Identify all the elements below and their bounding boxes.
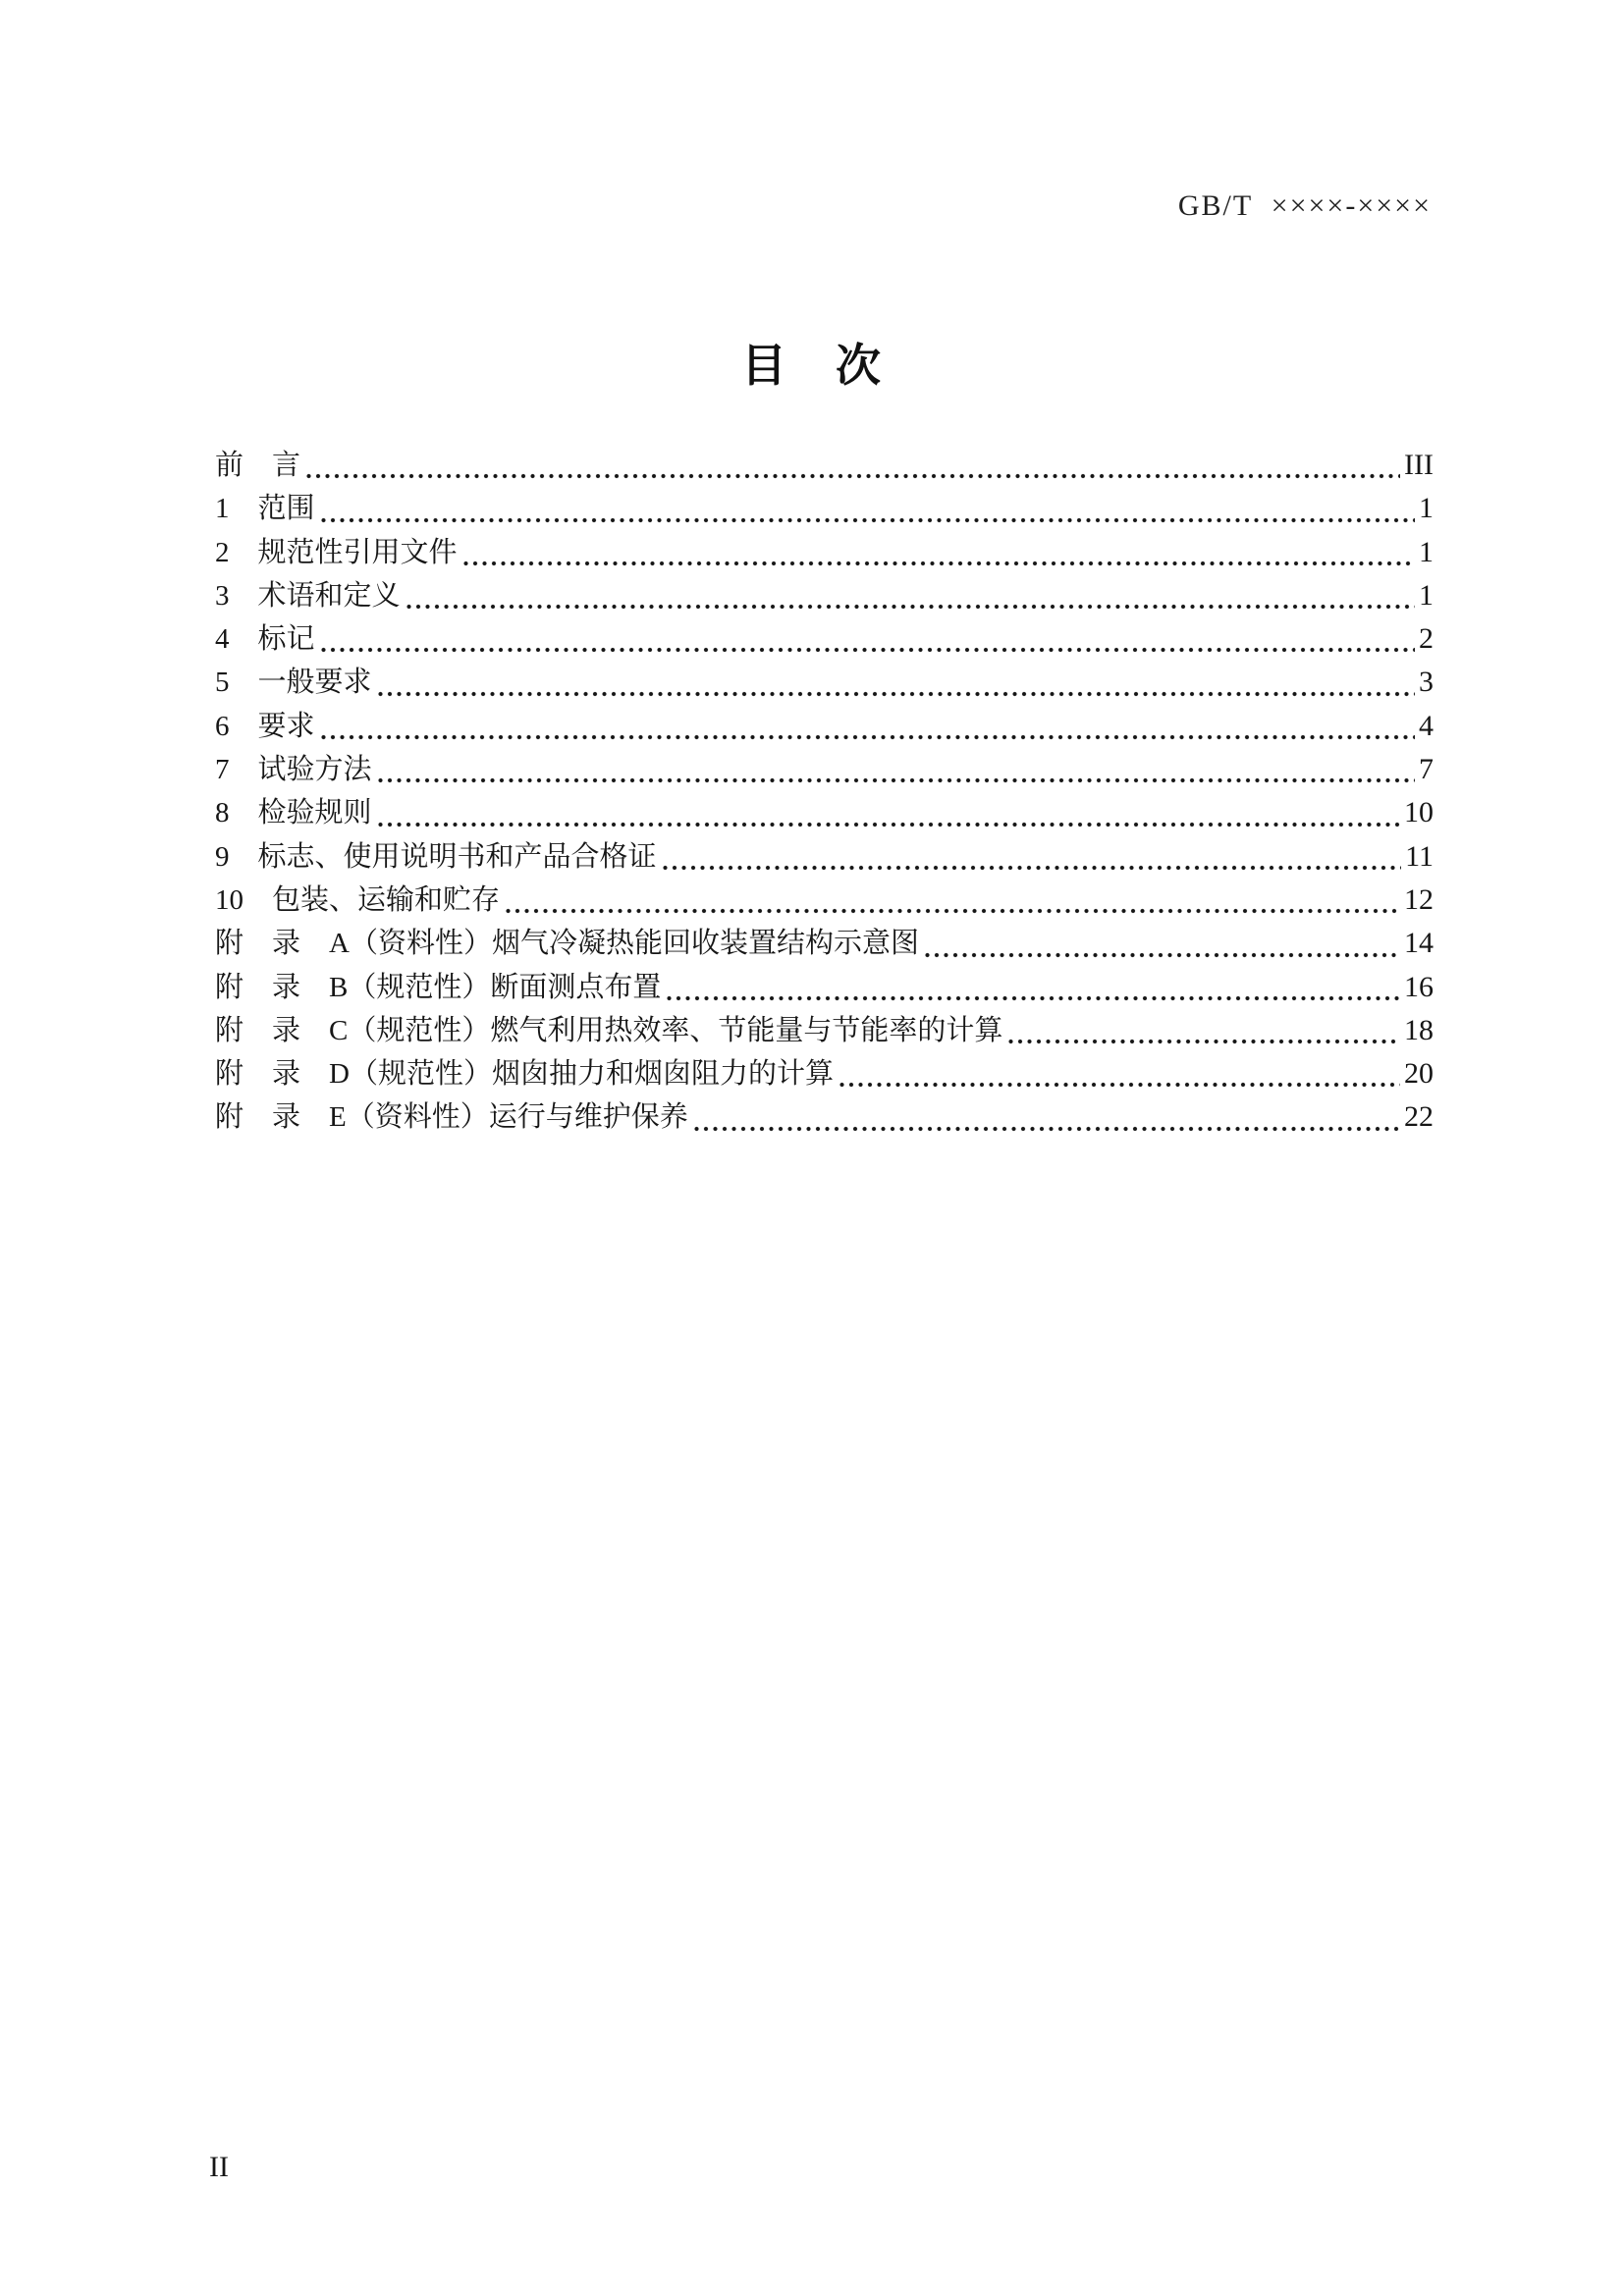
toc-dot-leader [506,908,1400,914]
table-of-contents [215,443,1434,1139]
toc-entry-label: 10 包装、运输和贮存 [215,883,501,916]
toc-entry-page: 10 [1404,796,1434,829]
toc-entry [215,486,1434,529]
toc-dot-leader [378,777,1415,783]
standard-number-header: GB/T ××××-×××× [1177,189,1432,222]
toc-entry [215,790,1434,833]
toc-entry [215,965,1434,1008]
toc-entry-page: 20 [1404,1057,1434,1091]
toc-entry [215,921,1434,964]
toc-dot-leader [378,822,1400,828]
toc-dot-leader [667,995,1400,1001]
toc-entry-page: 18 [1404,1013,1434,1046]
toc-entry-label: 前 言 [215,450,301,481]
toc-dot-leader [321,517,1415,523]
toc-entry-page: 16 [1404,970,1434,1003]
toc-entry [215,573,1434,616]
toc-entry-page: 4 [1419,709,1434,742]
toc-entry-page: 1 [1419,535,1434,568]
toc-entry-label: 8 检验规则 [215,797,372,829]
toc-entry-label: 7 试验方法 [215,754,372,786]
toc-entry-page: 1 [1419,578,1434,612]
toc-dot-leader [321,734,1415,740]
toc-entry [215,443,1434,486]
toc-entry [215,616,1434,660]
toc-entry-page: 2 [1419,622,1434,656]
toc-entry-label: 附 录 B（规范性）断面测点布置 [215,971,662,1003]
toc-entry-label: 5 一般要求 [215,667,372,699]
toc-entry-label: 3 术语和定义 [215,579,401,612]
toc-entry-page: 12 [1404,882,1434,916]
toc-entry-page: 14 [1404,927,1434,960]
toc-entry [215,530,1434,573]
toc-dot-leader [378,691,1415,697]
toc-entry-page: 1 [1419,492,1434,525]
page-title: 目 次 [741,340,883,391]
toc-entry-label: 1 范围 [215,493,315,525]
toc-entry [215,704,1434,747]
toc-entry-page: 7 [1419,753,1434,786]
toc-entry-page: 3 [1419,666,1434,699]
toc-entry-page: 22 [1404,1100,1434,1134]
toc-entry [215,747,1434,790]
toc-entry-label: 4 标记 [215,623,315,656]
toc-entry-label: 9 标志、使用说明书和产品合格证 [215,840,657,873]
toc-dot-leader [463,561,1415,566]
toc-dot-leader [1008,1039,1400,1044]
toc-entry [215,1008,1434,1051]
toc-entry-page: III [1404,449,1434,481]
toc-entry [215,834,1434,878]
toc-entry-page: 11 [1405,839,1434,873]
toc-entry-label: 附 录 E（资料性）运行与维护保养 [215,1101,688,1134]
toc-dot-leader [694,1126,1400,1132]
toc-entry-label: 6 要求 [215,710,315,742]
toc-entry-label: 附 录 A（资料性）烟气冷凝热能回收装置结构示意图 [215,928,919,960]
toc-entry-label: 2 规范性引用文件 [215,536,458,568]
footer-page-number: II [209,2151,229,2183]
toc-entry [215,1051,1434,1095]
toc-entry-label: 附 录 D（规范性）烟囱抽力和烟囱阻力的计算 [215,1058,834,1091]
toc-dot-leader [663,865,1402,871]
toc-dot-leader [406,604,1415,610]
toc-dot-leader [839,1082,1400,1088]
toc-entry [215,660,1434,703]
toc-dot-leader [925,952,1400,958]
toc-entry [215,878,1434,921]
toc-entry-label: 附 录 C（规范性）燃气利用热效率、节能量与节能率的计算 [215,1014,1003,1046]
toc-entry [215,1095,1434,1138]
toc-dot-leader [306,473,1400,479]
toc-dot-leader [321,647,1415,653]
